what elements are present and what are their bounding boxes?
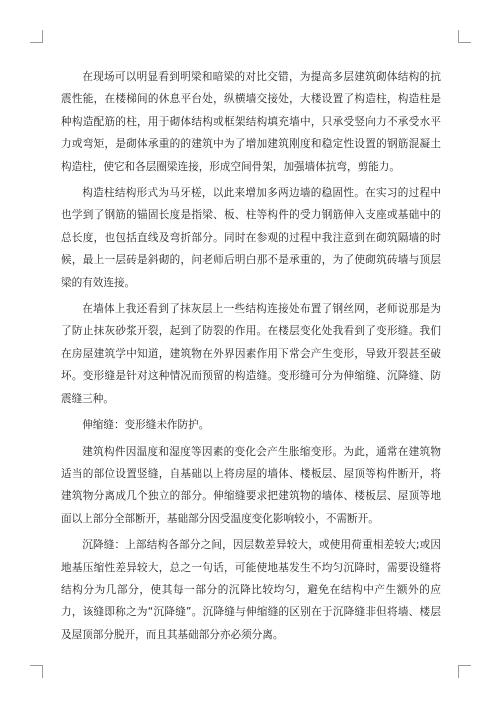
crop-mark-bottom-right <box>458 665 471 678</box>
paragraph-structural-columns: 在现场可以明显看到明梁和暗梁的对比交错，为提高多层建筑砌体结构的抗震性能，在楼梯间的休息平台处，纵横墙交接处，大楼设置了构造柱，构造柱是种构造配筋的柱，用于砌体结构或框架结构填充墙中，只承受竖向力不承受水平力或弯矩，是砌体承重的的建筑中为了增加建筑刚度和稳定性设置的钢筋混凝土构造柱，使它和各层圈梁连接，形成空间骨架，加强墙体抗弯，剪能力。 <box>61 71 441 173</box>
paragraph-expansion-joint: 建筑构件因温度和湿度等因素的变化会产生胀缩变形。为此，通常在建筑物适当的部位设置竖缝，自基础以上将房屋的墙体、楼板层、屋顶等构件断开，将建筑物分离成几个独立的部分。伸缩缝要求把建筑物的墙体、楼板层、屋顶等地面以上部分全部断开，基础部分因受温度变化影响较小，不需断开。 <box>61 445 441 525</box>
paragraph-expansion-joint-note: 伸缩缝：变形缝未作防护。 <box>82 419 210 432</box>
paragraph-settlement-joint: 沉降缝：上部结构各部分之间，因层数差异较大，或使用荷重相差较大;或因地基压缩性差异较大，总之一句话，可能使地基发生不均匀沉降时，需要设缝将结构分为几部分，使其每一部分的沉降比较均匀，避免在结构中产生额外的应力，该缝即称之为“沉降缝”。沉降缝与伸缩缝的区别在于沉降缝非但将墙、楼层及屋顶部分脱开，而且其基础部分亦必须分离。 <box>61 539 441 641</box>
crop-mark-bottom-left <box>30 665 43 678</box>
paragraph-toothed-joint: 构造柱结构形式为马牙槎，以此来增加多两边墙的稳固性。在实习的过程中也学到了钢筋的锚固长度是指梁、板、柱等构件的受力钢筋伸入支座或基础中的总长度，也包括直线及弯折部分。同时在参观的过程中我注意到在砌筑隔墙的时候，最上一层砖是斜砌的，问老师后明白那不是承重的，为了使砌筑砖墙与顶层梁的有效连接。 <box>61 187 441 289</box>
crop-mark-top-left <box>30 30 43 43</box>
crop-mark-top-right <box>458 30 471 43</box>
paragraph-wire-mesh: 在墙体上我还看到了抹灰层上一些结构连接处布置了钢丝网，老师说那是为了防止抹灰砂浆开裂，起到了防裂的作用。在楼层变化处我看到了变形缝。我们在房屋建筑学中知道，建筑物在外界因素作用下常会产生变形，导致开裂甚至破坏。变形缝是针对这种情况而预留的构造缝。变形缝可分为伸缩缝、沉降缝、防震缝三种。 <box>61 303 441 405</box>
document-body <box>61 66 441 650</box>
